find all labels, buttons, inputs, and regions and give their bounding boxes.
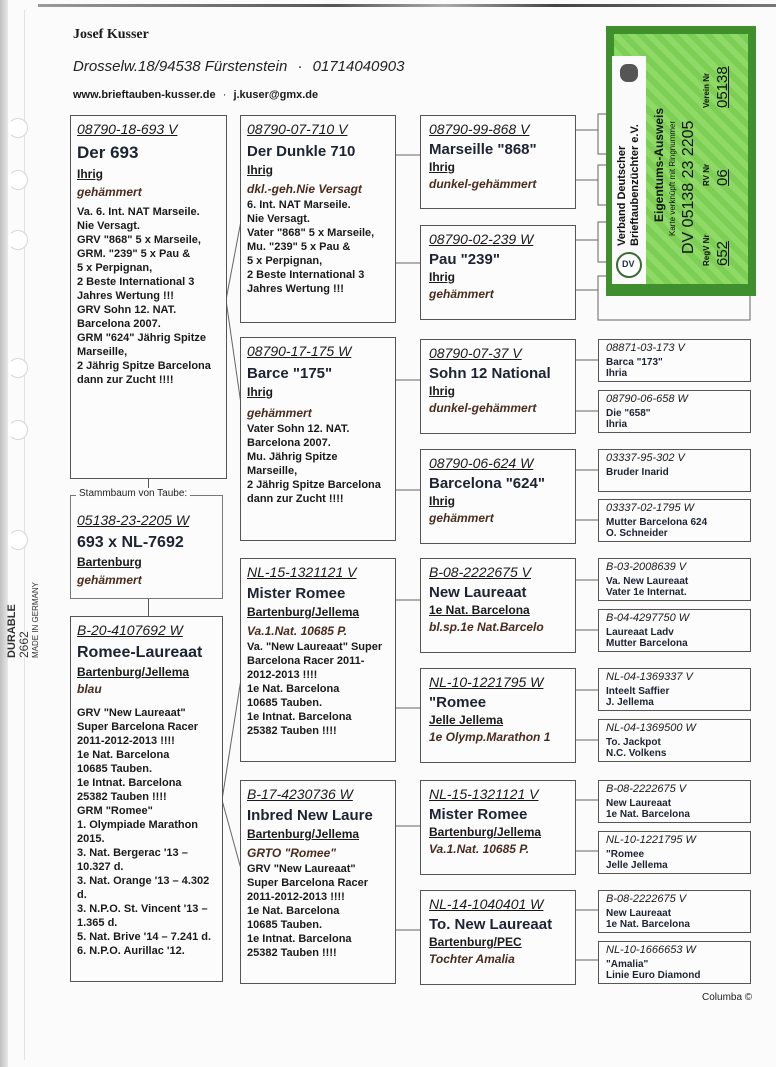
pigeon-name: Der Dunkle 710: [247, 143, 356, 160]
breeder: Bartenburg/PEC: [429, 935, 522, 949]
punch-hole: [8, 420, 28, 440]
ancestor-card[interactable]: [598, 719, 751, 762]
ancestor-detail: Ihria: [606, 419, 628, 430]
pigeon-name: Mister Romee: [429, 806, 528, 823]
grandparent-card[interactable]: [240, 780, 396, 984]
regv-label: RegV Nr: [702, 234, 711, 266]
ring-number: B-20-4107692 W: [77, 622, 183, 638]
ring-number: B-08-2222675 V: [606, 893, 687, 905]
plumage-color: gehämmert: [77, 185, 142, 199]
pigeon-name: Sohn 12 National: [429, 365, 551, 382]
ring-number: 08790-02-239 W: [429, 231, 534, 247]
great-grandparent-card[interactable]: [420, 558, 576, 653]
card-subtitle: Karte verknüpft mit Ringnummer: [668, 120, 677, 236]
great-grandparent-card[interactable]: [420, 225, 576, 320]
binder-model: 2662: [17, 631, 31, 658]
ring-number: NL-04-1369500 W: [606, 722, 696, 734]
ancestor-card[interactable]: [598, 941, 751, 984]
punch-hole: [8, 230, 28, 250]
pigeon-name: 693 x NL-7692: [77, 534, 184, 551]
pigeon-name: Barcelona "624": [429, 475, 545, 492]
plumage-color: blau: [77, 682, 102, 696]
ring-number: B-17-4230736 W: [247, 786, 353, 802]
ancestor-name: Laureaat Ladv: [606, 627, 674, 638]
connector: [148, 598, 149, 618]
owner-name: Josef Kusser: [73, 27, 149, 42]
grandparent-card[interactable]: [240, 115, 396, 323]
performance-notes: 6. Int. NAT Marseile. Nie Versagt. Vater "868" 5 x Marseile, Mu. "239" 5 x Pau & 5 x Perpignan, 2 Beste International 3 Jahres Wertung !!!: [247, 199, 375, 295]
card-logo-panel: [612, 56, 646, 284]
pigeon-name: New Laureaat: [429, 584, 527, 601]
father-card[interactable]: [70, 115, 227, 479]
org-name-line1: Verband Deutscher: [616, 145, 628, 246]
great-grandparent-card[interactable]: [420, 339, 576, 434]
owner-phone: 01714040903: [312, 58, 405, 75]
separator: ·: [222, 89, 227, 101]
ring-number: 08790-17-175 W: [247, 343, 352, 359]
ancestor-name: Mutter Barcelona 624: [606, 517, 708, 528]
ancestor-name: To. Jackpot: [606, 737, 661, 748]
ring-number: NL-14-1040401 W: [429, 896, 544, 912]
ring-number: NL-10-1221795 W: [606, 834, 696, 846]
performance-notes: Va. 6. Int. NAT Marseile. Nie Versagt. GRV "868" 5 x Marseile, GRM. "239" 5 x Pau & 5 x Perpignan, 2 Beste International 3 Jahres Wertung !!! GRV Sohn 12. NAT. Barcelona 2007. GRM "624" Jährig Spitze Marseille, 2 Jährig Spitze Barcelona dann zur Zucht !!!!: [77, 206, 211, 386]
plumage-color: Tochter Amalia: [429, 952, 515, 966]
great-grandparent-card[interactable]: [420, 668, 576, 763]
ancestor-card[interactable]: [598, 449, 751, 492]
owner-web-line: [73, 89, 318, 101]
card-title: Eigentums-Ausweis: [652, 107, 666, 222]
pigeon-name: Barce "175": [247, 365, 333, 382]
punch-hole: [8, 170, 28, 190]
rv-label: RV Nr: [702, 163, 711, 186]
ring-number: 08790-06-624 W: [429, 455, 534, 471]
ancestor-name: New Laureaat: [606, 798, 672, 809]
ring-number: B-08-2222675 V: [606, 783, 687, 795]
ancestor-name: New Laureaat: [606, 908, 672, 919]
pigeon-name: "Romee: [429, 694, 487, 711]
binder-brand: DURABLE: [6, 604, 18, 658]
ancestor-detail: N.C. Volkens: [606, 748, 667, 759]
binder-made-in: MADE IN GERMANY: [31, 581, 40, 658]
ring-number: NL-15-1321121 V: [429, 786, 539, 802]
ancestor-detail: Jelle Jellema: [606, 860, 668, 871]
ancestor-detail: J. Jellema: [606, 697, 654, 708]
breeder: Ihrig: [429, 160, 455, 174]
plumage-color: dkl.-geh.Nie Versagt: [247, 182, 362, 196]
binder-imprint: [4, 540, 44, 660]
pigeon-name: Romee-Laureaat: [77, 644, 203, 661]
breeder: Ihrig: [429, 270, 455, 284]
breeder: Bartenburg/Jellema: [429, 825, 542, 839]
ring-number: B-08-2222675 V: [429, 564, 531, 580]
ring-number: NL-04-1369337 V: [606, 671, 693, 683]
owner-email[interactable]: j.kuser@gmx.de: [233, 89, 319, 101]
ring-number: NL-15-1321121 V: [247, 564, 357, 580]
ring-number: 08790-07-710 V: [247, 121, 348, 137]
pigeon-name: Mister Romee: [247, 585, 346, 602]
ring-number: 08871-03-173 V: [606, 342, 685, 354]
breeder: Ihrig: [77, 167, 103, 181]
owner-website[interactable]: www.brieftauben-kusser.de: [73, 89, 216, 101]
ring-number: B-04-4297750 W: [606, 612, 690, 624]
ownership-card: [606, 26, 756, 296]
owner-address: Drosselw.18/94538 Fürstenstein: [73, 58, 288, 75]
vdb-logo-icon: DV: [616, 252, 642, 278]
verein-value: 05138: [714, 66, 731, 108]
ancestor-detail: Vater 1e Internat.: [606, 587, 687, 598]
performance-notes: GRV "New Laureaat" Super Barcelona Racer 2011-2012-2013 !!!! 1e Nat. Barcelona 10685 Tauben. 1e Intnat. Barcelona 25382 Tauben !!!!: [247, 863, 369, 959]
ring-number: 08790-06-658 W: [606, 393, 688, 405]
plumage-color: gehämmert: [429, 287, 494, 301]
page-top-edge: [38, 4, 776, 7]
ring-number: 08790-18-693 V: [77, 121, 178, 137]
ancestor-card[interactable]: [598, 499, 751, 542]
breeder: 1e Nat. Barcelona: [429, 603, 530, 617]
ancestor-card[interactable]: [598, 558, 751, 601]
breeder: Ihrig: [247, 163, 273, 177]
plumage-color: Va.1.Nat. 10685 P.: [247, 624, 348, 638]
mother-card[interactable]: [70, 616, 223, 982]
ancestor-card[interactable]: [598, 780, 751, 823]
ancestor-detail: 1e Nat. Barcelona: [606, 809, 690, 820]
footer-credit: Columba ©: [702, 992, 753, 1003]
pigeon-name: Pau "239": [429, 251, 500, 268]
breeder: Ihrig: [429, 494, 455, 508]
breeder: Ihrig: [429, 384, 455, 398]
ancestor-card[interactable]: [598, 668, 751, 711]
punch-hole: [8, 358, 28, 378]
org-name-line2: Brieftaubenzüchter e.V.: [629, 124, 641, 246]
separator: ·: [297, 58, 303, 75]
owner-address-line: [73, 58, 404, 75]
plumage-color: GRTO "Romee": [247, 846, 336, 860]
great-grandparent-card[interactable]: [420, 115, 576, 209]
ancestor-name: Die "658": [606, 408, 651, 419]
plumage-color: dunkel-gehämmert: [429, 401, 537, 415]
breeder: Bartenburg/Jellema: [247, 605, 360, 619]
ancestor-name: Bruder Inarid: [606, 467, 669, 478]
subject-card[interactable]: [70, 495, 223, 599]
card-ring-number: DV 05138 23 2205: [680, 120, 697, 254]
ancestor-detail: O. Schneider: [606, 528, 668, 539]
breeder: Bartenburg: [77, 555, 142, 569]
breeder: Jelle Jellema: [429, 713, 504, 727]
ancestor-detail: Ihria: [606, 368, 628, 379]
pedigree-of-label: Stammbaum von Taube:: [76, 488, 190, 499]
breeder: Bartenburg/Jellema: [77, 665, 190, 679]
regv-value: 652: [714, 240, 731, 266]
performance-notes: GRV "New Laureaat" Super Barcelona Racer 2011-2012-2013 !!!! 1e Nat. Barcelona 10685 Tauben. 1e Intnat. Barcelona 25382 Tauben !!!! GRM "Romee" 1. Olympiade Marathon 2015. 3. Nat. Bergerac '13 – 10.327 d. 3. Nat. Orange '13 – 4.302 d. 3. N.P.O. St. Vincent '13 – 1.365 d. 5. Nat. Brive '14 – 7.241 d. 6. N.P.O. Aurillac '12.: [77, 707, 212, 957]
pigeon-name: To. New Laureaat: [429, 916, 553, 933]
ancestor-card[interactable]: [598, 339, 751, 382]
grandparent-card[interactable]: [240, 558, 396, 762]
ring-number: 08790-07-37 V: [429, 345, 522, 361]
ancestor-detail: 1e Nat. Barcelona: [606, 919, 690, 930]
ancestor-card[interactable]: [598, 390, 751, 433]
ancestor-name: Va. New Laureaat: [606, 576, 689, 587]
pigeon-name: Der 693: [77, 143, 139, 162]
ancestor-name: "Amalia": [606, 959, 649, 970]
binder-strip: [0, 0, 8, 1067]
ancestor-name: Inteelt Saffier: [606, 686, 670, 697]
ancestor-detail: Mutter Barcelona: [606, 638, 688, 649]
ring-number: NL-10-1666653 W: [606, 944, 696, 956]
punch-hole: [8, 118, 28, 138]
ancestor-card[interactable]: [598, 831, 751, 874]
breeder: Ihrig: [247, 385, 273, 399]
ring-number: 03337-95-302 V: [606, 452, 685, 464]
grandparent-card[interactable]: [240, 337, 396, 541]
ring-number: NL-10-1221795 W: [429, 674, 544, 690]
breeder: Bartenburg/Jellema: [247, 827, 360, 841]
plumage-color: bl.sp.1e Nat.Barcelo: [429, 620, 544, 634]
plumage-color: gehämmert: [77, 573, 142, 587]
verein-label: Verein Nr: [702, 72, 711, 108]
ancestor-name: Barca "173": [606, 357, 663, 368]
ancestor-card[interactable]: [598, 890, 751, 933]
performance-notes: Vater Sohn 12. NAT. Barcelona 2007. Mu. Jährig Spitze Marseille, 2 Jährig Spitze Barcelona dann zur Zucht !!!!: [247, 423, 381, 505]
ring-number: 05138-23-2205 W: [77, 512, 190, 528]
ring-number: 08790-99-868 V: [429, 121, 530, 137]
pigeon-name: Marseille "868": [429, 141, 537, 158]
ring-number: B-03-2008639 V: [606, 561, 687, 573]
rv-value: 06: [714, 169, 731, 186]
great-grandparent-card[interactable]: [420, 449, 576, 544]
plumage-color: dunkel-gehämmert: [429, 177, 537, 191]
ancestor-name: "Romee: [606, 849, 645, 860]
plumage-color: Va.1.Nat. 10685 P.: [429, 842, 530, 856]
great-grandparent-card[interactable]: [420, 780, 576, 875]
great-grandparent-card[interactable]: [420, 890, 576, 985]
plumage-color: 1e Olymp.Marathon 1: [429, 730, 551, 744]
ancestor-card[interactable]: [598, 609, 751, 652]
pigeon-name: Inbred New Laure: [247, 807, 373, 824]
ancestor-detail: Linie Euro Diamond: [606, 970, 701, 981]
plumage-color: gehämmert: [429, 511, 494, 525]
performance-notes: Va. "New Laureaat" Super Barcelona Racer 2011- 2012-2013 !!!! 1e Nat. Barcelona 10685 Tauben. 1e Intnat. Barcelona 25382 Tauben !!!!: [247, 641, 383, 737]
plumage-color: gehämmert: [247, 406, 312, 420]
ring-number: 03337-02-1795 W: [606, 502, 695, 514]
mascot-icon: [620, 64, 638, 82]
